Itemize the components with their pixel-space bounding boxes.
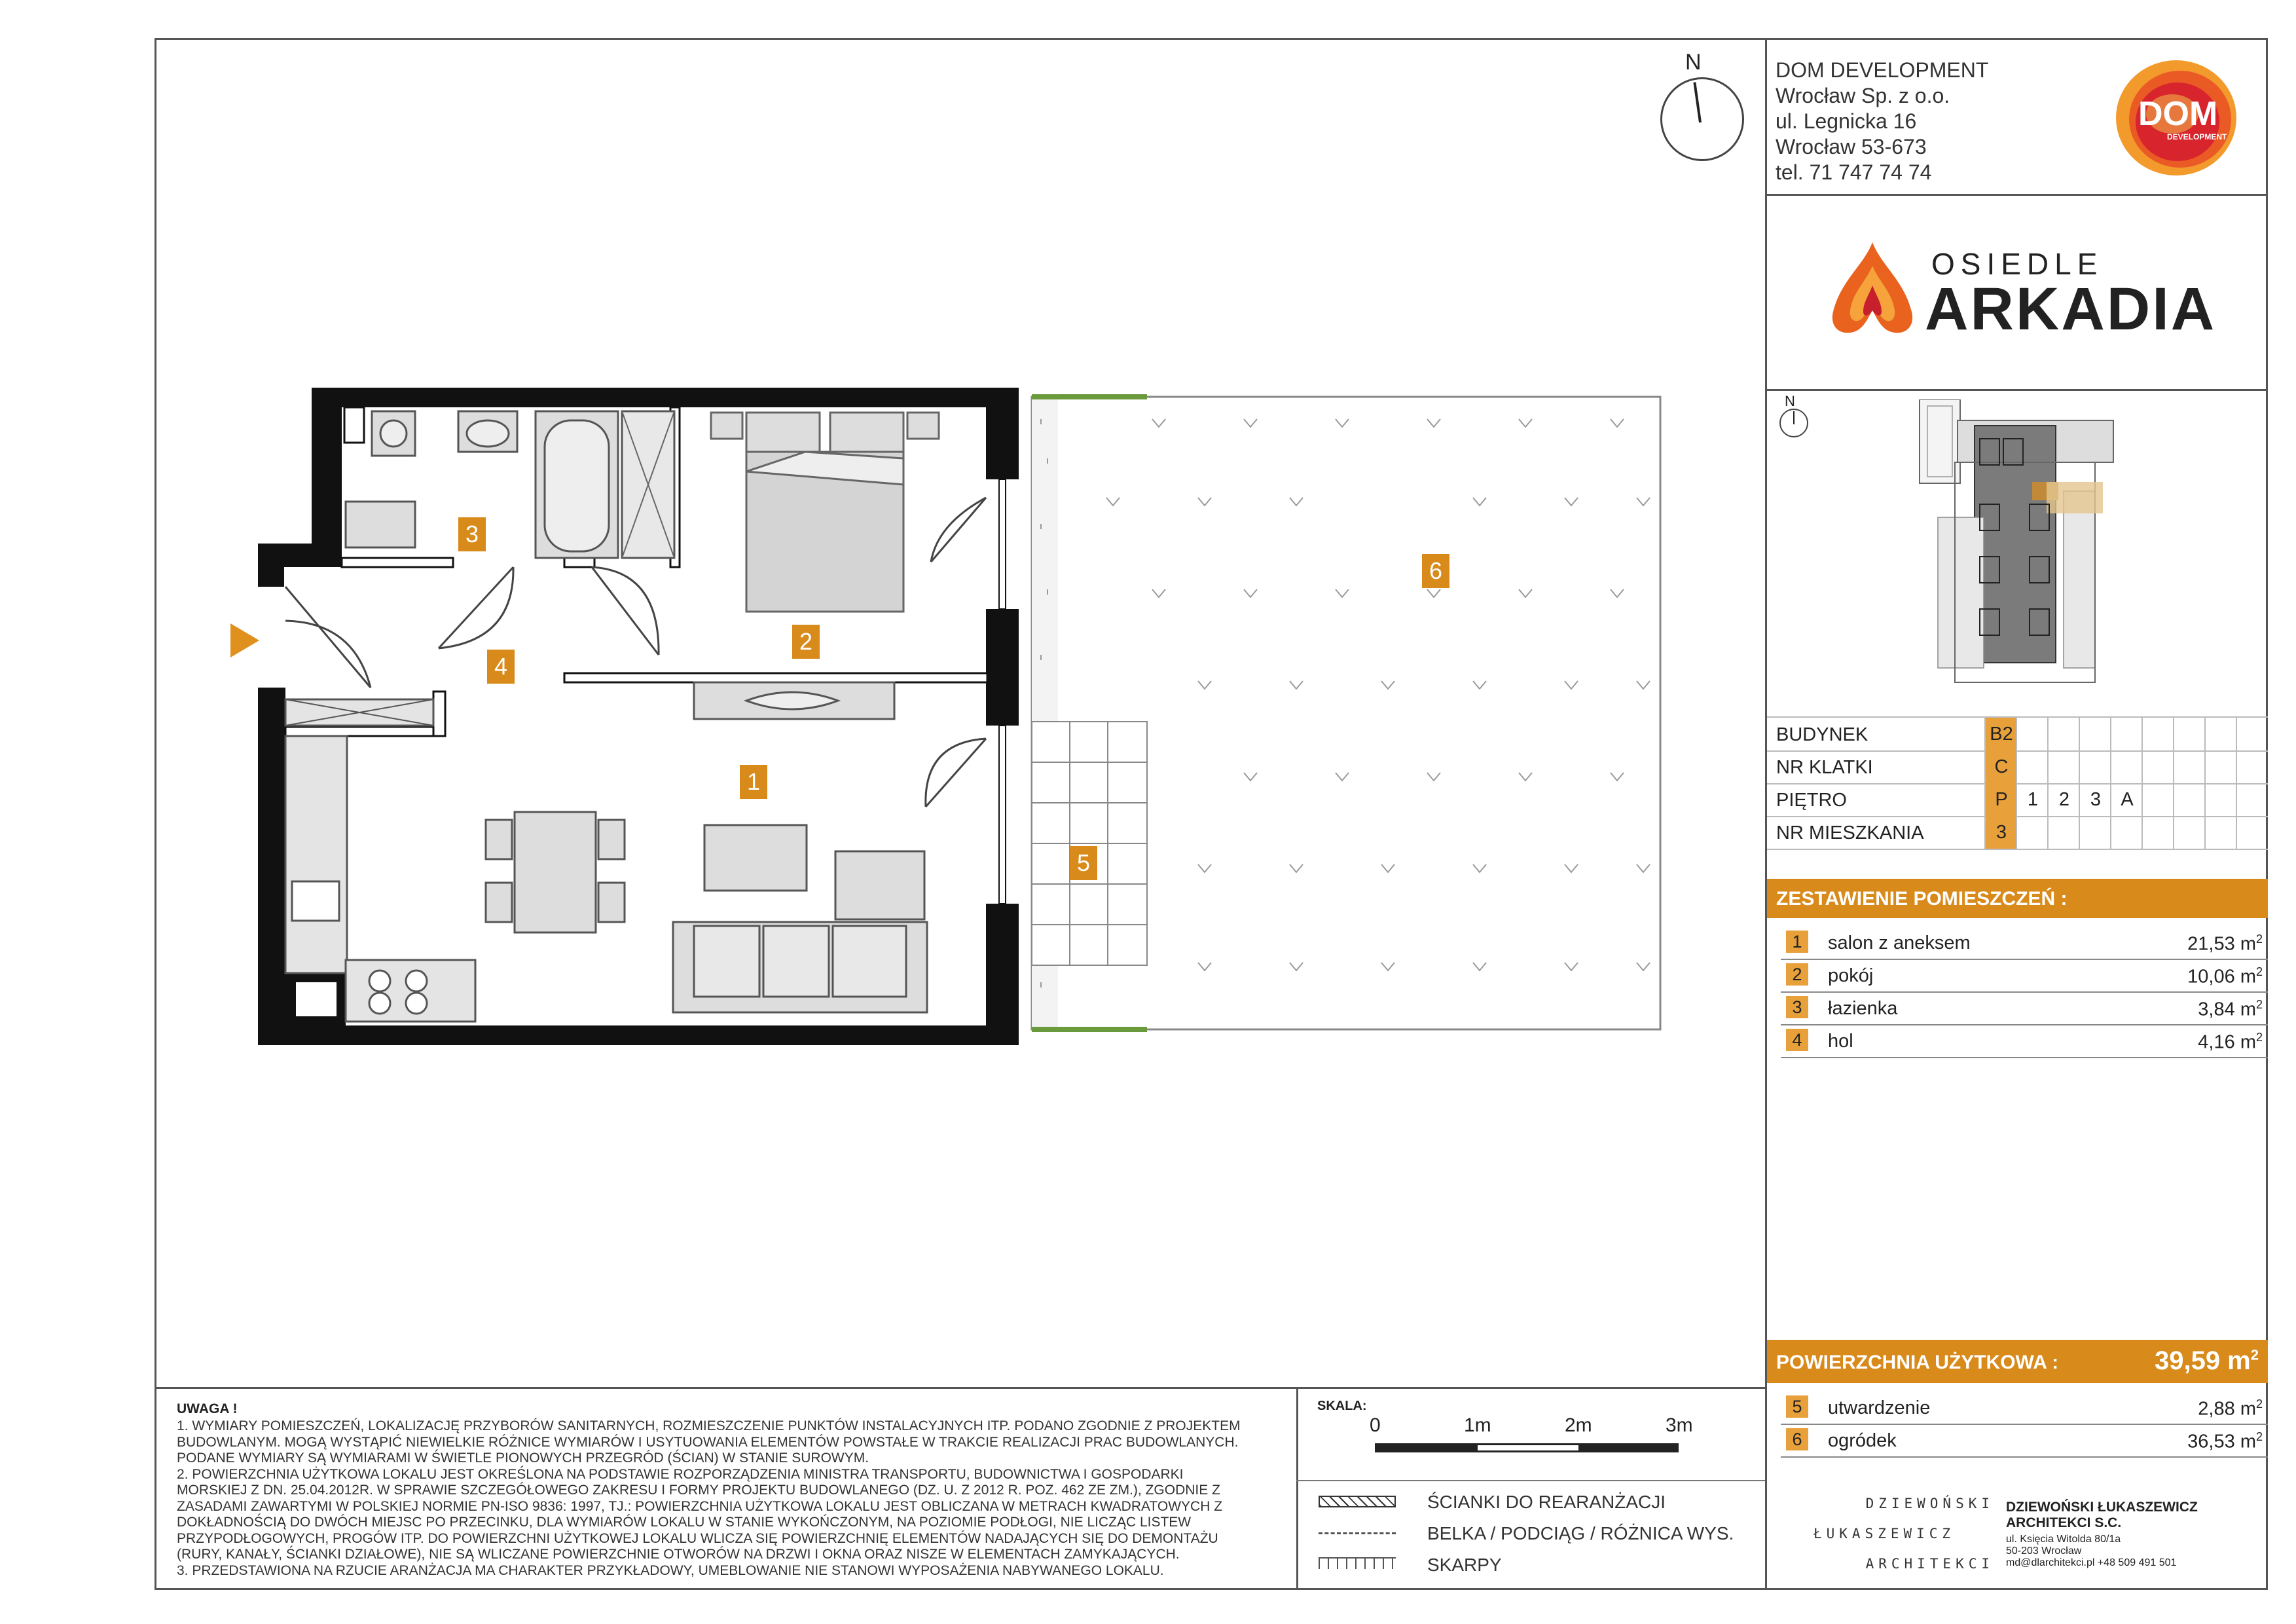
scale-bar: [1375, 1443, 1679, 1452]
header-divider: [1765, 194, 2268, 196]
room-area-unit: m: [2240, 999, 2256, 1020]
info-cell: [2110, 816, 2143, 849]
notes-divider: [155, 1387, 1765, 1389]
room-row: [1781, 1391, 2268, 1425]
architect-logo: [1813, 1496, 1994, 1572]
info-cell: [2047, 750, 2080, 783]
plan-label-3: 3: [458, 517, 486, 551]
room-area: [2187, 1430, 2263, 1453]
company-info: [1776, 58, 1988, 185]
plan-label-2: 2: [792, 625, 820, 659]
info-cell: [2141, 750, 2174, 783]
info-cell: [2047, 718, 2080, 750]
info-cell: [2236, 750, 2269, 783]
info-cell: 3: [2079, 783, 2111, 816]
usable-area-bar: [1767, 1340, 2268, 1383]
room-name: łazienka: [1828, 998, 1898, 1019]
plan-label-1: 1: [740, 765, 767, 799]
room-row: [1781, 991, 2268, 1025]
info-cell: [2079, 718, 2111, 750]
plan-label-4: 4: [487, 650, 515, 684]
info-cell: [2110, 718, 2143, 750]
room-area: [2198, 998, 2263, 1021]
info-row: [1767, 816, 2268, 850]
plan-label-5: 5: [1070, 846, 1097, 880]
dom-logo-text: DOM: [2138, 95, 2218, 133]
info-cell: [2110, 750, 2143, 783]
info-cell: 2: [2047, 783, 2080, 816]
info-cell: [2047, 816, 2080, 849]
info-row: [1767, 750, 2268, 784]
room-area-unit: m: [2240, 1431, 2256, 1452]
architect-info: [2006, 1500, 2198, 1569]
room-area-value: 2,88: [2198, 1398, 2235, 1420]
room-area-value: 10,06: [2187, 966, 2235, 987]
room-row: [1781, 1424, 2268, 1458]
room-area-value: 4,16: [2198, 1031, 2235, 1053]
architect-addr2: 50-203 Wrocław: [2006, 1545, 2082, 1557]
info-row-label: PIĘTRO: [1776, 790, 1847, 811]
scale-tick-2: 2m: [1565, 1414, 1592, 1436]
company-phone: tel. 71 747 74 74: [1776, 160, 1932, 184]
project-line2: ARKADIA: [1925, 276, 2217, 342]
scale-seg-1: [1377, 1445, 1478, 1450]
architect-logo-line3: ARCHITEKCI: [1865, 1556, 1994, 1572]
architect-name1: DZIEWOŃSKI ŁUKASZEWICZ: [2006, 1500, 2198, 1515]
room-number: 1: [1786, 931, 1808, 953]
building-key-plan: [1912, 399, 2121, 691]
legend-slope-label: SKARPY: [1427, 1555, 1502, 1575]
room-area-exp: 2: [2255, 1031, 2263, 1044]
info-row-label: NR MIESZKANIA: [1776, 822, 1924, 843]
keyplan-divider: [1765, 389, 2268, 391]
info-cell: [2016, 750, 2049, 783]
room-area-value: 3,84: [2198, 999, 2235, 1020]
scale-tick-0: 0: [1370, 1414, 1381, 1436]
notes-line: PODANE WYMIARY SĄ WYMIARAMI W ŚWIETLE PIONOWYCH PRZEGRÓD (ŚCIAN) W STANIE SUROWYM.: [177, 1450, 869, 1466]
room-area-exp: 2: [2255, 998, 2263, 1011]
info-cell: 3: [1984, 816, 2017, 849]
info-row-label: BUDYNEK: [1776, 724, 1868, 745]
info-cell: [2173, 718, 2206, 750]
info-cell: [2173, 816, 2206, 849]
architect-addr1: ul. Księcia Witolda 80/1a: [2006, 1534, 2121, 1545]
room-area-value: 36,53: [2187, 1431, 2235, 1452]
room-area-unit: m: [2240, 966, 2256, 987]
room-name: pokój: [1828, 965, 1874, 986]
usable-area-value: [2155, 1346, 2259, 1376]
arkadia-logo: [1827, 240, 1918, 341]
room-area-unit: m: [2240, 1398, 2256, 1420]
notes-line: MORSKIEJ Z DN. 25.04.2012R. W SPRAWIE SZCZEGÓŁOWEGO ZAKRESU I FORMY PROJEKTU BUDOWLANEGO (DZ. U. Z 2012 R. POZ. 462 ZE ZM.), ZGODNIE Z: [177, 1483, 1220, 1498]
room-row: [1781, 1024, 2268, 1058]
usable-area-label: POWIERZCHNIA UŻYTKOWA :: [1776, 1352, 2059, 1373]
room-area-exp: 2: [2255, 965, 2263, 978]
info-cell: [2236, 783, 2269, 816]
room-name: salon z aneksem: [1828, 932, 1971, 953]
room-area-exp: 2: [2255, 1430, 2263, 1443]
info-cell: [2204, 783, 2237, 816]
dom-development-logo: [2112, 54, 2240, 182]
notes-line: 1. WYMIARY POMIESZCZEŃ, LOKALIZACJĘ PRZYBORÓW SANITARNYCH, ROZMIESZCZENIE PUNKTÓW INSTALACYJNYCH ITP. PODANO ZGODNIE Z PROJEKTEM: [177, 1418, 1241, 1433]
room-area: [2198, 1397, 2263, 1420]
info-cell: [2173, 750, 2206, 783]
info-cell: [2016, 718, 2049, 750]
notes-line: DOKŁADNOŚCIĄ DO DWÓCH MIEJSC PO PRZECINKU, DLA WYMIARÓW LOKALU W STANIE WYKOŃCZONYM, NA POZIOMIE PODŁOGI, NIE LICZĄC LISTEW: [177, 1515, 1192, 1530]
info-cell: [2236, 816, 2269, 849]
info-cell: [2141, 718, 2174, 750]
info-cell: [2236, 718, 2269, 750]
room-area: [2187, 932, 2263, 955]
dom-logo-subtext: DEVELOPMENT: [2167, 132, 2227, 141]
room-area-unit: m: [2240, 933, 2256, 955]
arkadia-flame-icon: [1827, 240, 1918, 338]
terrace-tiles: [1032, 722, 1147, 965]
room-area-value: 21,53: [2187, 933, 2235, 955]
info-cell: [2141, 783, 2174, 816]
info-cell: [2204, 718, 2237, 750]
company-city: Wrocław 53-673: [1776, 135, 1927, 158]
scale-tick-1: 1m: [1464, 1414, 1491, 1436]
info-row-label: NR KLATKI: [1776, 757, 1873, 778]
scale-tick-3: 3m: [1666, 1414, 1693, 1436]
company-street: ul. Legnicka 16: [1776, 109, 1917, 133]
info-cell: P: [1984, 783, 2017, 816]
room-name: utwardzenie: [1828, 1397, 1931, 1418]
room-number: 4: [1786, 1029, 1808, 1051]
notes-line: ZASADAMI ZAWARTYMI W POLSKIEJ NORMIE PN-ISO 9836: 1997, TJ.: POWIERZCHNIA UŻYTKOWA LOKALU JEST OBLICZANA W METRACH KWADRATOWYCH Z: [177, 1498, 1223, 1514]
room-row: [1781, 926, 2268, 960]
architect-name2: ARCHITEKCI S.C.: [2006, 1515, 2122, 1530]
plan-label-6: 6: [1422, 554, 1449, 588]
scale-title: SKALA:: [1317, 1399, 1367, 1413]
room-name: hol: [1828, 1031, 1853, 1052]
usable-area-number: 39,59 m: [2154, 1346, 2251, 1375]
notes-split: [1296, 1387, 1298, 1590]
compass-label: N: [1685, 50, 1702, 75]
room-area-exp: 2: [2255, 932, 2263, 946]
room-area-unit: m: [2240, 1031, 2256, 1053]
info-cell: C: [1984, 750, 2017, 783]
legend-beam-label: BELKA / PODCIĄG / RÓŻNICA WYS.: [1427, 1523, 1734, 1543]
architect-logo-line1: DZIEWOŃSKI: [1865, 1496, 1994, 1511]
info-cell: B2: [1984, 718, 2017, 750]
info-cell: [2016, 816, 2049, 849]
keyplan-compass-label: N: [1785, 393, 1795, 409]
notes-body: [177, 1418, 1290, 1579]
rooms-header-label: ZESTAWIENIE POMIESZCZEŃ :: [1776, 888, 2068, 910]
rooms-header: [1767, 879, 2268, 918]
info-cell: [2079, 816, 2111, 849]
scale-seg-3: [1578, 1445, 1677, 1450]
legend-hatch-swatch: [1319, 1496, 1396, 1507]
legend-slope-swatch: [1319, 1557, 1396, 1569]
key-plan-graphic: [1912, 399, 2121, 688]
room-number: 5: [1786, 1395, 1808, 1418]
info-cell: [2079, 750, 2111, 783]
info-cell: [2173, 783, 2206, 816]
info-cell: [2204, 750, 2237, 783]
project-line1: OSIEDLE: [1931, 247, 2104, 281]
room-area-exp: 2: [2255, 1397, 2263, 1411]
info-row: [1767, 718, 2268, 752]
room-number: 6: [1786, 1428, 1808, 1450]
notes-line: 2. POWIERZCHNIA UŻYTKOWA LOKALU JEST OKREŚLONA NA PODSTAWIE ROZPORZĄDZENIA MINISTRA TRANSPORTU, BUDOWNICTWA I GOSPODARKI: [177, 1466, 1184, 1482]
room-number: 3: [1786, 996, 1808, 1018]
info-cell: 1: [2016, 783, 2049, 816]
notes-line: 3. PRZEDSTAWIONA NA RZUCIE ARANŻACJA MA CHARAKTER PRZYKŁADOWY, UMEBLOWANIE NIE STANOWI WYPOSAŻENIA NABYWANEGO LOKALU.: [177, 1562, 1164, 1578]
notes-line: (RURY, KANAŁY, ŚCIANKI DZIAŁOWE), NIE SĄ WLICZANE POWIERZCHNIE OTWORÓW NA DRZWI I OKNA ORAZ NISZE W ELEMENTACH ZAMYKAJĄCYCH.: [177, 1547, 1180, 1562]
legend-top-line: [1296, 1480, 1765, 1481]
architect-contact: md@dlarchitekci.pl +48 509 491 501: [2006, 1557, 2177, 1568]
info-row: [1767, 783, 2268, 817]
room-area: [2198, 1031, 2263, 1054]
company-name: DOM DEVELOPMENT: [1776, 58, 1989, 82]
keyplan-compass: [1779, 409, 1808, 437]
room-area: [2187, 965, 2263, 988]
architect-logo-line2: ŁUKASZEWICZ: [1813, 1526, 1956, 1541]
room-row: [1781, 959, 2268, 993]
room-name: ogródek: [1828, 1430, 1897, 1451]
notes-title: UWAGA !: [177, 1401, 238, 1416]
company-entity: Wrocław Sp. z o.o.: [1776, 84, 1950, 107]
entry-arrow: [230, 623, 259, 657]
room-number: 2: [1786, 963, 1808, 986]
info-cell: A: [2110, 783, 2143, 816]
notes-line: BUDOWLANYM. MOGĄ WYSTĄPIĆ NIEWIELKIE RÓŻNICE WYMIARÓW I USYTUOWANIA ELEMENTÓW POWSTAŁE W TRAKCIE REALIZACJI PRAC BUDOWLANYCH.: [177, 1434, 1239, 1450]
info-cell: [2204, 816, 2237, 849]
keyplan-needle: [1793, 411, 1795, 424]
legend-dash-swatch: [1319, 1532, 1396, 1534]
legend-walls-label: ŚCIANKI DO REARANŻACJI: [1427, 1492, 1666, 1512]
usable-area-exp: 2: [2250, 1346, 2259, 1363]
notes-line: PRZYPODŁOGOWYCH, PROGÓW ITP. DO POWIERZCHNI UŻYTKOWEJ LOKALU WLICZA SIĘ POWIERZCHNIĘ ELEMENTÓW NADAJĄCYCH SIĘ DO DEMONTAŻU: [177, 1530, 1218, 1546]
info-cell: [2141, 816, 2174, 849]
